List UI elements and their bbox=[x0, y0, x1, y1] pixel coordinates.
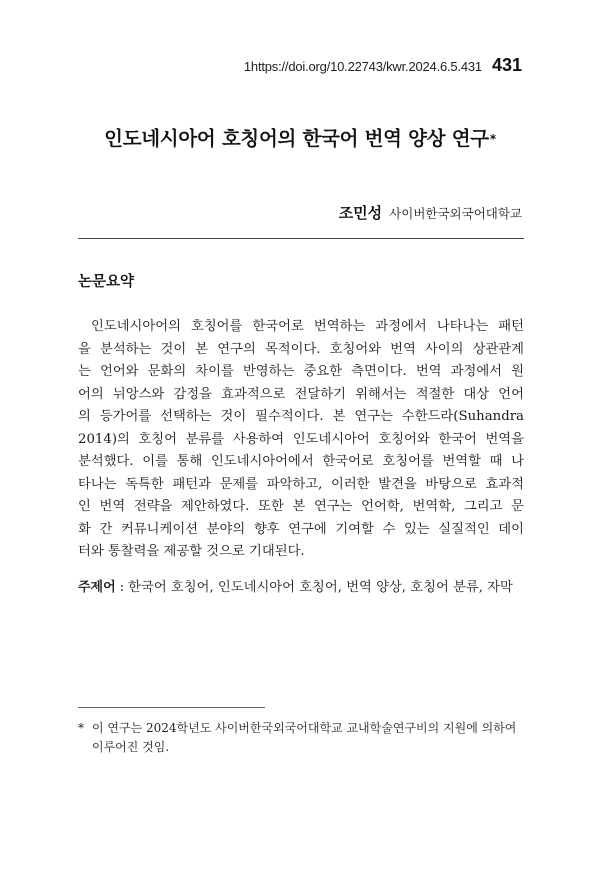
keywords-separator: : bbox=[119, 580, 125, 595]
abstract-line: 는 언어와 문화의 차이를 반영하는 중요한 측면이다. 번역 과정에서 원 bbox=[78, 364, 524, 379]
abstract-line: 을 분석하는 것이 본 연구의 목적이다. 호칭어와 번역 사이의 상관관계 bbox=[78, 341, 524, 357]
footnote-line-2: 이루어진 것임. bbox=[92, 740, 170, 754]
page-header bbox=[244, 55, 522, 76]
abstract-body bbox=[78, 316, 524, 564]
abstract-line: 화 간 커뮤니케이션 분야의 향후 연구에 기여할 수 있는 실질적인 데이 bbox=[78, 521, 524, 537]
footnote-divider bbox=[78, 707, 265, 708]
footnote-mark: * bbox=[78, 721, 84, 735]
abstract-heading: 논문요약 bbox=[78, 274, 135, 290]
header-divider bbox=[78, 238, 524, 239]
abstract-line: 분석했다. 이를 통해 인도네시아어에서 한국어로 호칭어를 번역할 때 나 bbox=[78, 454, 524, 469]
abstract-line: 인도네시아어의 호칭어를 한국어로 번역하는 과정에서 나타나는 패턴 bbox=[91, 319, 524, 334]
paper-title-text: 인도네시아어 호칭어의 한국어 번역 양상 연구 bbox=[104, 127, 489, 150]
abstract-line: 어의 뉘앙스와 감정을 효과적으로 전달하기 위해서는 적절한 대상 언어 bbox=[78, 386, 524, 402]
abstract-line: 2014)의 호칭어 분류를 사용하여 인도네시아어 호칭어와 한국어 번역을 bbox=[78, 431, 524, 447]
author-affiliation: 사이버한국외국어대학교 bbox=[389, 206, 522, 221]
abstract-line: 타나는 독특한 패턴과 문제를 파악하고, 이러한 발견을 바탕으로 효과적 bbox=[78, 476, 524, 492]
footnote-line-1: 이 연구는 2024학년도 사이버한국외국어대학교 교내학술연구비의 지원에 의하여 bbox=[92, 721, 517, 735]
keywords-row bbox=[78, 576, 524, 595]
author-block bbox=[339, 202, 522, 223]
doi-link[interactable]: 1https://doi.org/10.22743/kwr.2024.6.5.431 bbox=[243, 59, 482, 74]
footnote bbox=[78, 719, 524, 757]
abstract-line: 의 등가어를 선택하는 것이 필수적이다. 본 연구는 수한드라(Suhandra bbox=[78, 409, 524, 424]
paper-title bbox=[0, 123, 600, 151]
title-footnote-mark[interactable]: * bbox=[489, 132, 496, 146]
author-name: 조민성 bbox=[338, 204, 383, 222]
page-number: 431 bbox=[491, 55, 522, 75]
keywords-label: 주제어 bbox=[78, 580, 116, 595]
abstract-line: 터와 통찰력을 제공할 것으로 기대된다. bbox=[78, 544, 305, 559]
keywords-text: 한국어 호칭어, 인도네시아어 호칭어, 번역 양상, 호칭어 분류, 자막 bbox=[128, 580, 513, 595]
abstract-line: 인 번역 전략을 제안하였다. 또한 본 연구는 언어학, 번역학, 그리고 문 bbox=[78, 499, 524, 514]
